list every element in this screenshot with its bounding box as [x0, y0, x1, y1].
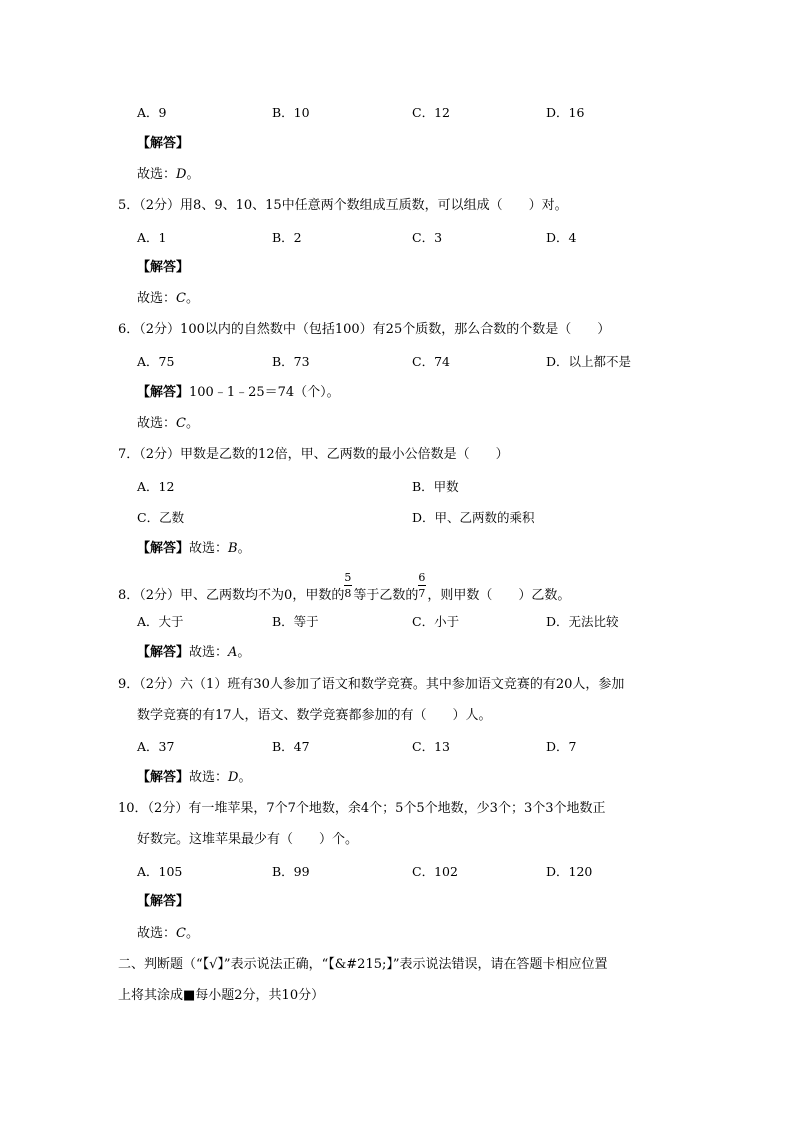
q8-answer-label: 【解答】: [137, 645, 190, 660]
fraction-numerator: 5: [344, 571, 352, 584]
q7-option-a: A．12: [137, 479, 175, 494]
q6-choose-text: 故选：: [137, 416, 177, 431]
q6-end: 。: [185, 416, 199, 431]
q5-answer-label: 【解答】: [137, 260, 190, 275]
q10-question-line-2: 好数完。这堆苹果最少有（ ）个。: [137, 832, 359, 847]
q6-answer: [137, 384, 340, 402]
q8-option-c: C．小于: [412, 614, 460, 629]
q5-option-b: B．2: [272, 230, 302, 245]
fraction-numerator: 6: [418, 571, 426, 584]
q5-option-c: C．3: [412, 230, 443, 245]
q5-option-a: A．1: [137, 230, 167, 245]
q4-end: 。: [186, 167, 200, 182]
q4-option-d: D．16: [546, 105, 585, 120]
q8-answer: [137, 644, 250, 662]
q8-text-a: 8．（2分）甲、乙两数均不为0，甲数的: [118, 588, 345, 603]
q9-choose-letter: D: [228, 770, 239, 785]
q8-option-b: B．等于: [272, 614, 319, 629]
fraction-bar: [344, 585, 352, 586]
q8-text-c: ，则甲数（ ）乙数。: [427, 588, 571, 603]
q5-choose-letter: C: [176, 291, 186, 306]
q6-question: 6．（2分）100以内的自然数中（包括100）有25个质数，那么合数的个数是（ ）: [118, 322, 611, 337]
q10-choose-text: 故选：: [137, 926, 177, 941]
section-2-heading-line-2: 上将其涂成■每小题2分，共10分）: [118, 988, 325, 1003]
q6-choice: [137, 415, 199, 433]
q4-option-a: A．9: [137, 105, 167, 120]
q9-end: 。: [238, 770, 252, 785]
q10-option-b: B．99: [272, 864, 310, 879]
q4-answer-label: 【解答】: [137, 136, 190, 151]
q4-option-b: B．10: [272, 105, 310, 120]
q6-choose-letter: C: [176, 416, 186, 431]
q10-option-d: D．120: [546, 864, 593, 879]
q5-choose-text: 故选：: [137, 291, 177, 306]
q4-choose-text: 故选：: [137, 167, 177, 182]
q9-choose-text: 故选：: [189, 770, 229, 785]
q8-option-d: D．无法比较: [546, 614, 619, 629]
q7-option-c: C．乙数: [137, 510, 185, 525]
q7-option-b: B．甲数: [412, 479, 459, 494]
q4-choose-letter: D: [176, 167, 187, 182]
q6-option-c: C．74: [412, 354, 450, 369]
q10-answer-label: 【解答】: [137, 894, 190, 909]
q10-option-a: A．105: [137, 864, 183, 879]
q7-answer: [137, 540, 251, 558]
q10-choice: [137, 925, 199, 943]
fraction-six-sevenths: [418, 571, 427, 605]
q6-answer-text: 100﹣1﹣25＝74（个）。: [189, 385, 340, 400]
q7-choose-text: 故选：: [189, 541, 229, 556]
fraction-bar: [418, 585, 426, 586]
q8-end: 。: [237, 645, 251, 660]
q6-option-a: A．75: [137, 354, 175, 369]
q7-option-d: D．甲、乙两数的乘积: [412, 510, 535, 525]
q10-end: 。: [185, 926, 199, 941]
fraction-five-eighths: [344, 571, 353, 605]
fraction-denominator: 8: [344, 587, 352, 600]
q9-answer: [137, 769, 251, 787]
q5-end: 。: [185, 291, 199, 306]
q9-option-d: D．7: [546, 739, 577, 754]
q8-choose-text: 故选：: [189, 645, 229, 660]
q9-question-line-2: 数学竞赛的有17人，语文、数学竞赛都参加的有（ ）人。: [137, 708, 492, 723]
q7-end: 。: [237, 541, 251, 556]
q7-question: 7．（2分）甲数是乙数的12倍，甲、乙两数的最小公倍数是（ ）: [118, 447, 509, 462]
section-2-heading-line-1: 二、判断题（“【√】”表示说法正确，“【&#215;】”表示说法错误，请在答题卡相应位置: [118, 957, 608, 972]
q8-text-b: 等于乙数的: [353, 588, 419, 603]
fraction-denominator: 7: [418, 587, 426, 600]
q8-option-a: A．大于: [137, 614, 184, 629]
q9-option-c: C．13: [412, 739, 450, 754]
q10-option-c: C．102: [412, 864, 458, 879]
q10-question-line-1: 10．（2分）有一堆苹果，7个7个地数，余4个；5个5个地数，少3个；3个3个地数正: [118, 801, 606, 816]
q6-option-d: D．以上都不是: [546, 354, 632, 369]
q9-option-a: A．37: [137, 739, 175, 754]
q4-choice: [137, 166, 199, 184]
q5-choice: [137, 290, 199, 308]
q5-question: 5．（2分）用8、9、10、15中任意两个数组成互质数，可以组成（ ）对。: [118, 198, 568, 213]
q9-question-line-1: 9．（2分）六（1）班有30人参加了语文和数学竞赛。其中参加语文竞赛的有20人，参加: [118, 677, 625, 692]
q9-option-b: B．47: [272, 739, 310, 754]
q10-choose-letter: C: [176, 926, 186, 941]
q7-answer-label: 【解答】: [137, 541, 190, 556]
q8-choose-letter: A: [228, 645, 238, 660]
q4-option-c: C．12: [412, 105, 450, 120]
q6-answer-label: 【解答】: [137, 385, 190, 400]
q8-question: [118, 571, 571, 605]
q9-answer-label: 【解答】: [137, 770, 190, 785]
q5-option-d: D．4: [546, 230, 577, 245]
q6-option-b: B．73: [272, 354, 310, 369]
q7-choose-letter: B: [228, 541, 238, 556]
